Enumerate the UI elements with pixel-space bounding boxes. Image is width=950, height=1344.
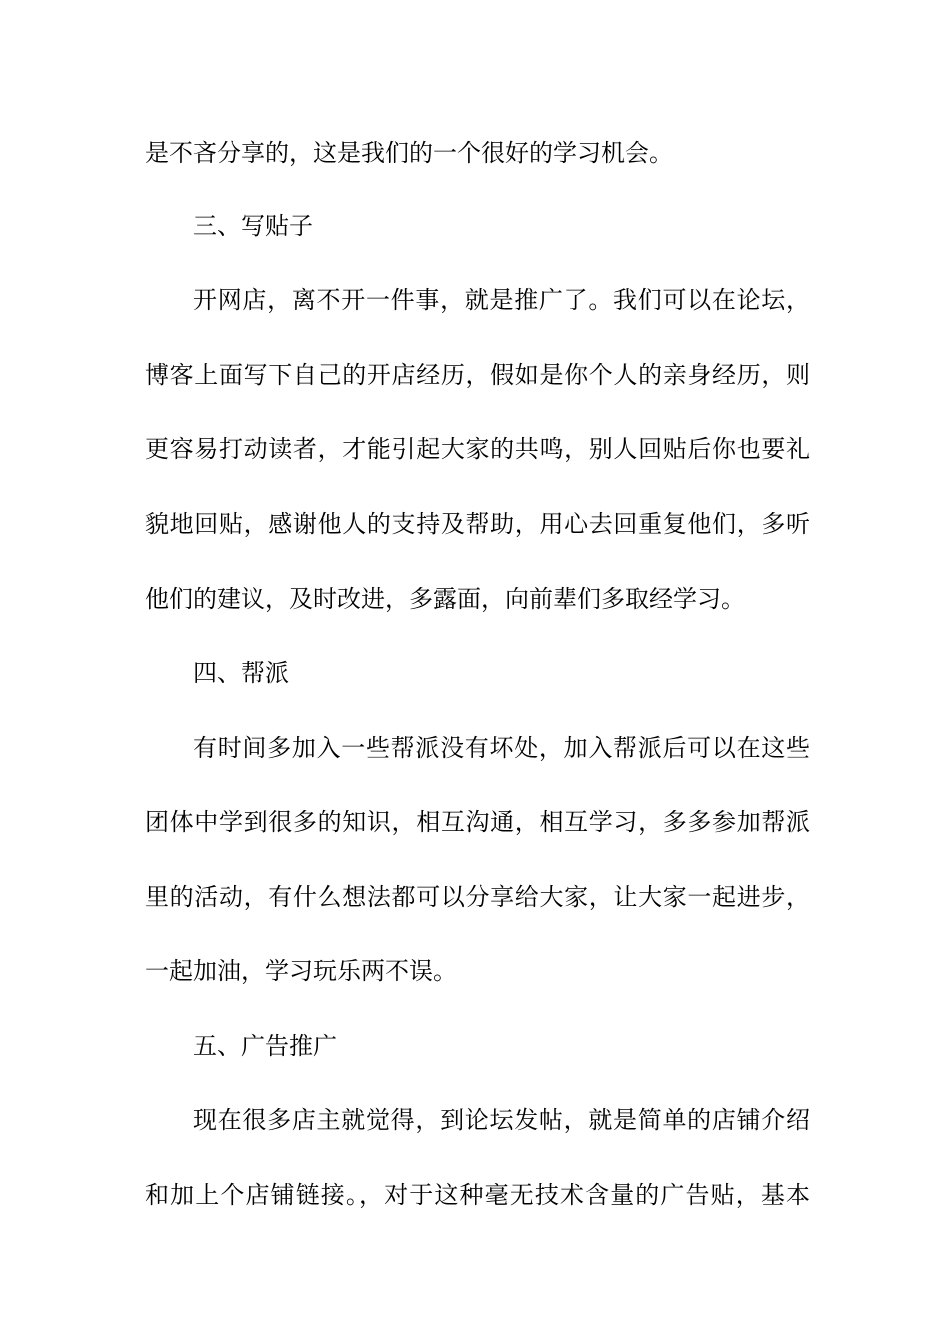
paragraph-line: 现在很多店主就觉得，到论坛发帖，就是简单的店铺介绍 (193, 1106, 810, 1134)
section-heading: 三、写贴子 (193, 212, 313, 240)
section-heading: 五、广告推广 (193, 1032, 337, 1060)
paragraph-line: 他们的建议，及时改进，多露面，向前辈们多取经学习。 (145, 585, 745, 613)
paragraph-line: 貌地回贴，感谢他人的支持及帮助，用心去回重复他们，多听 (145, 510, 810, 538)
paragraph-line: 一起加油，学习玩乐两不误。 (145, 957, 457, 985)
paragraph-line: 里的活动，有什么想法都可以分享给大家，让大家一起进步， (145, 883, 810, 911)
paragraph-line: 开网店，离不开一件事，就是推广了。我们可以在论坛， (193, 286, 810, 314)
paragraph-line: 博客上面写下自己的开店经历，假如是你个人的亲身经历，则 (145, 361, 810, 389)
paragraph-line: 更容易打动读者，才能引起大家的共鸣，别人回贴后你也要礼 (145, 435, 810, 463)
paragraph-line: 有时间多加入一些帮派没有坏处，加入帮派后可以在这些 (193, 734, 810, 762)
paragraph-line: 和加上个店铺链接。，对于这种毫无技术含量的广告贴，基本 (145, 1181, 810, 1209)
paragraph-line: 是不吝分享的，这是我们的一个很好的学习机会。 (145, 139, 673, 167)
section-heading: 四、帮派 (193, 659, 289, 687)
paragraph-line: 团体中学到很多的知识，相互沟通，相互学习，多多参加帮派 (145, 808, 810, 836)
